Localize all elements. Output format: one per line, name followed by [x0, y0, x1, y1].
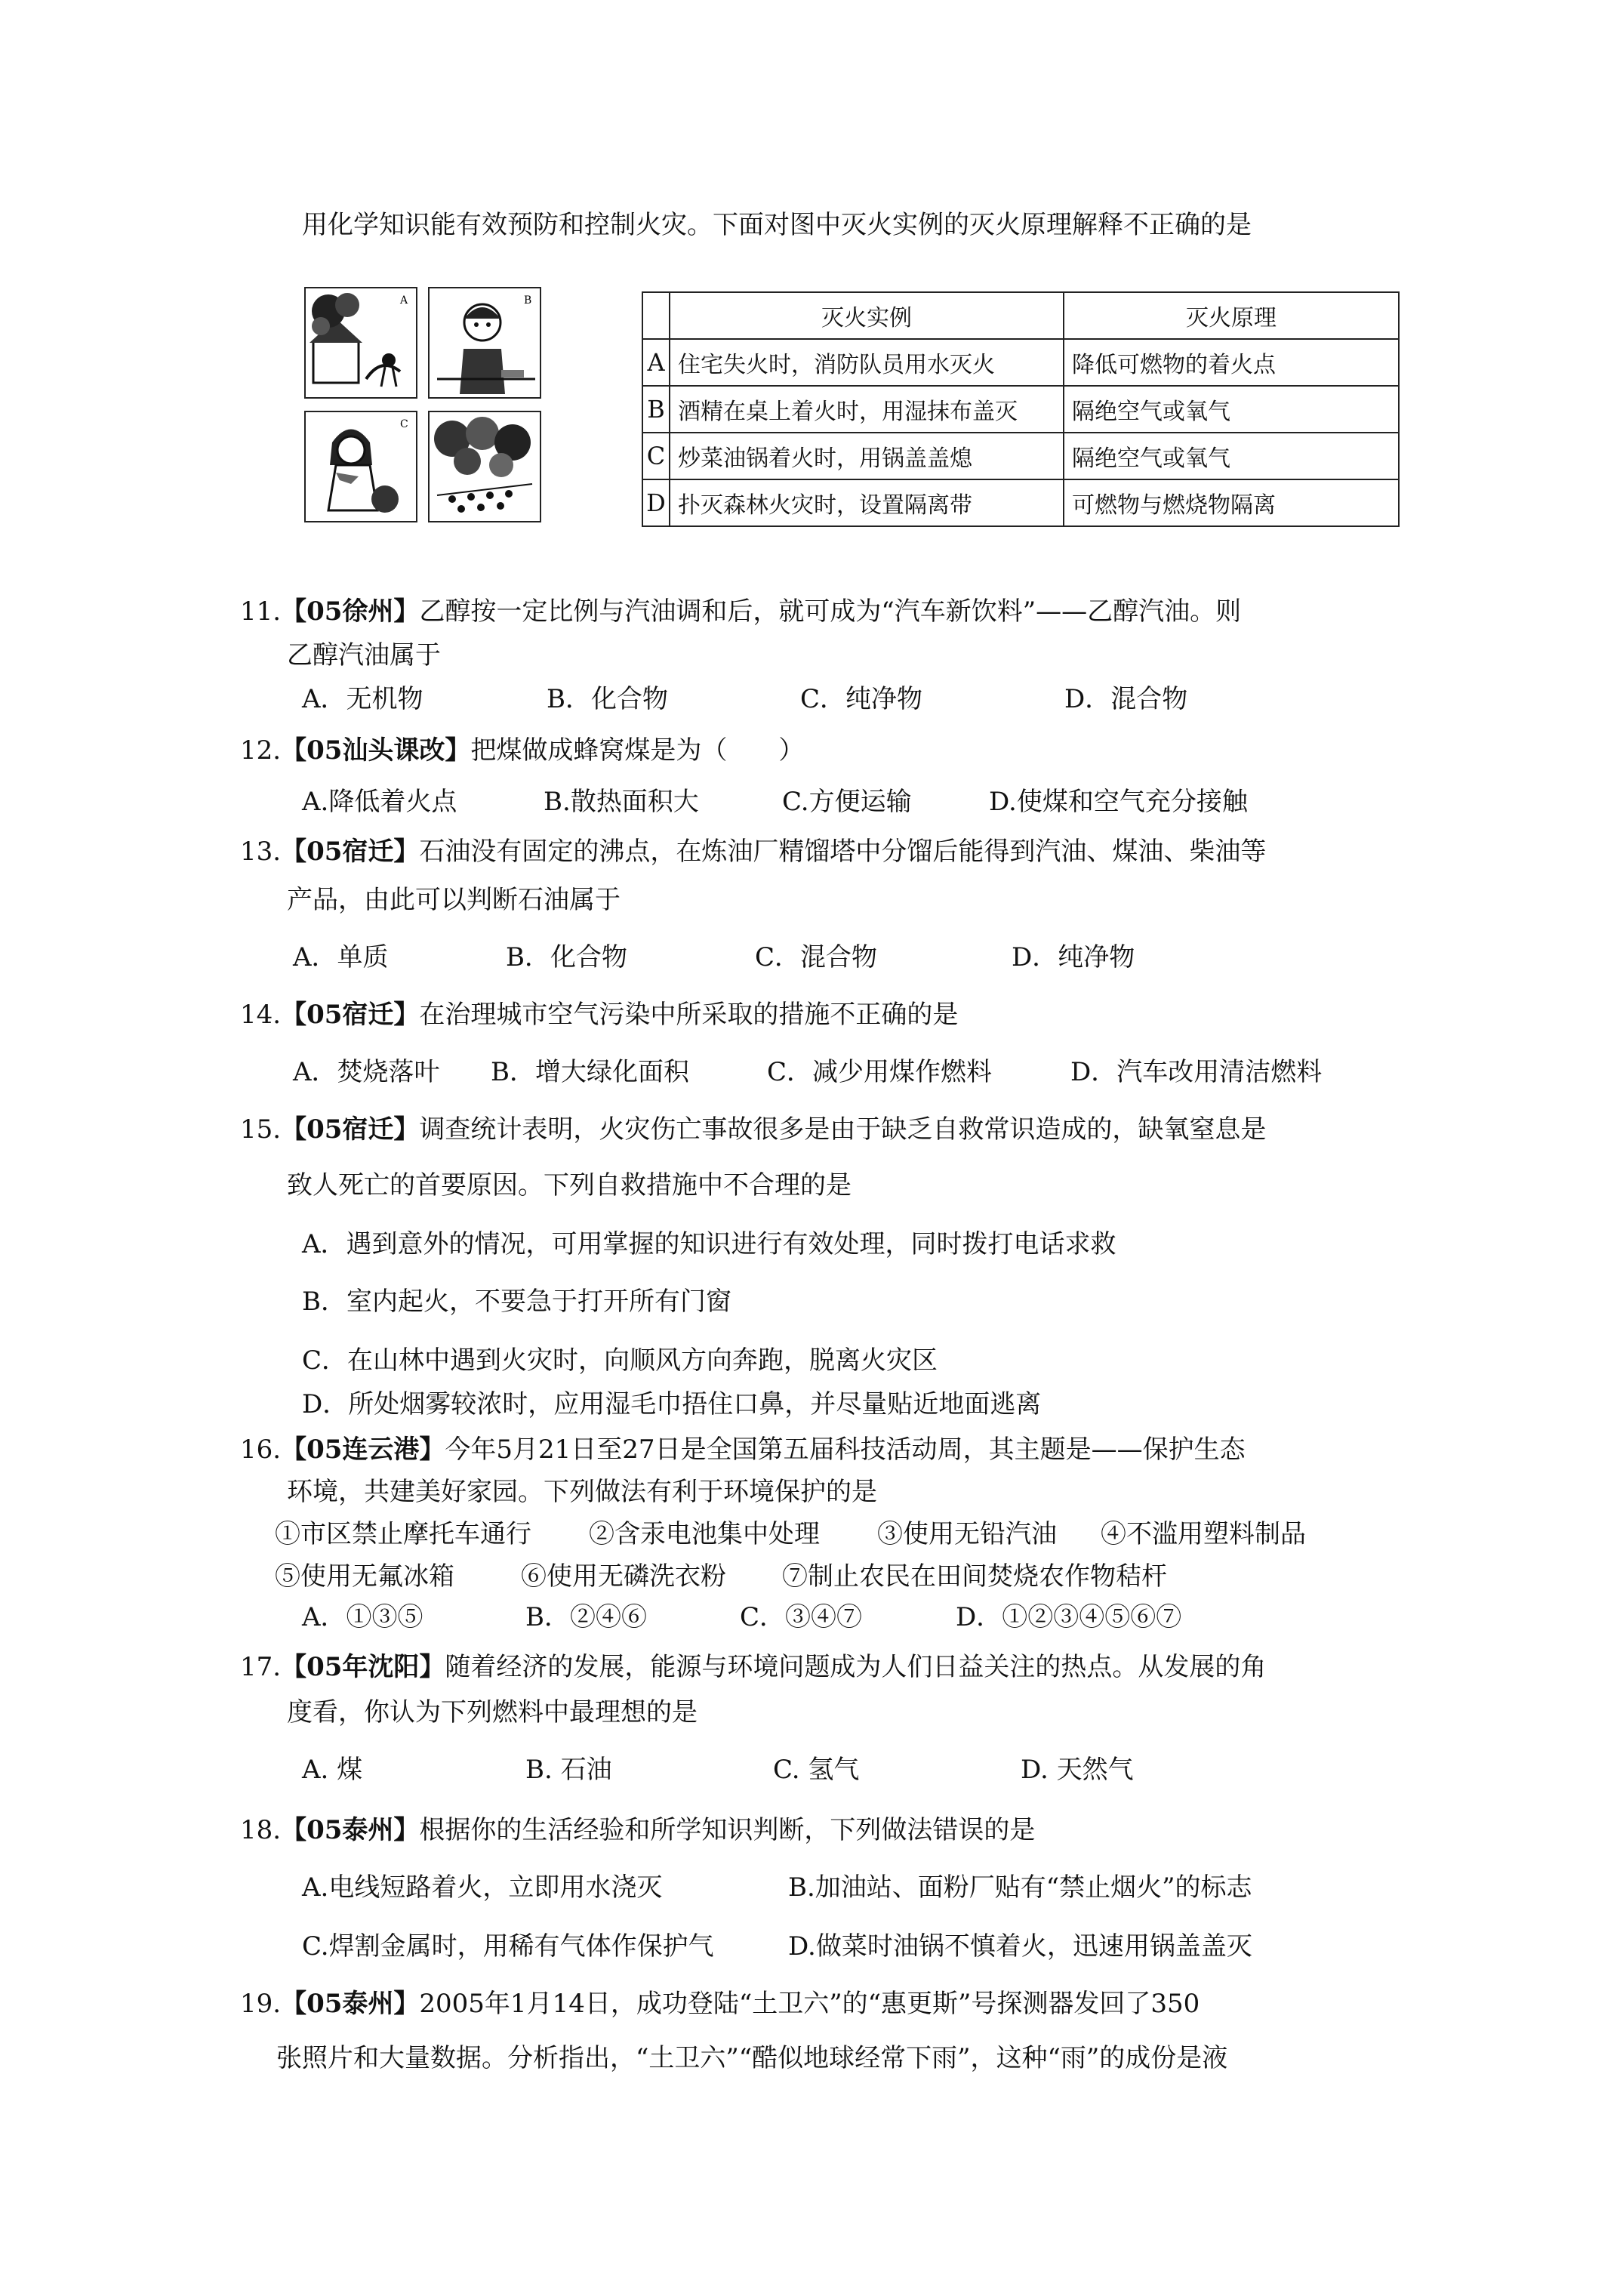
- q16-option-a: A．①③⑤: [302, 1602, 423, 1632]
- illustration-c-label: C: [400, 418, 408, 430]
- table-header-example: 灭火实例: [670, 292, 1064, 339]
- question-source: 【05汕头课改】: [281, 735, 471, 766]
- row-example: 炒菜油锅着火时，用锅盖盖熄: [670, 433, 1064, 479]
- fire-principle-table: [642, 291, 1400, 527]
- question-15: [240, 1113, 1266, 1146]
- q16-option-d: D．①②③④⑤⑥⑦: [956, 1602, 1182, 1632]
- question-text: 调查统计表明，火灾伤亡事故很多是由于缺乏自救常识造成的，缺氧窒息是: [419, 1114, 1267, 1145]
- question-source: 【05宿迁】: [281, 1114, 420, 1145]
- question-number: 19.: [240, 1989, 282, 2019]
- question-number: 12.: [240, 735, 282, 766]
- q18-option-a: A.电线短路着火，立即用水浇灭: [302, 1872, 663, 1903]
- q15-option-b: B．室内起火，不要急于打开所有门窗: [302, 1287, 731, 1317]
- q13-option-d: D．纯净物: [1012, 942, 1135, 972]
- row-key: A: [642, 339, 670, 386]
- fire-illustrations: [304, 287, 543, 521]
- question-15-cont: 致人死亡的首要原因。下列自救措施中不合理的是: [287, 1170, 852, 1200]
- q17-option-a: A. 煤: [302, 1755, 363, 1785]
- q12-option-a: A.降低着火点: [302, 787, 457, 817]
- q16-option-b: B．②④⑥: [525, 1602, 647, 1632]
- q15-option-c: C．在山林中遇到火灾时，向顺风方向奔跑，脱离火灾区: [302, 1345, 938, 1376]
- question-text: 乙醇按一定比例与汽油调和后，就可成为“汽车新饮料”——乙醇汽油。则: [419, 596, 1242, 627]
- question-text: 在治理城市空气污染中所采取的措施不正确的是: [419, 1000, 959, 1030]
- question-source: 【05徐州】: [281, 596, 420, 627]
- q16-item-7: ⑦制止农民在田间焚烧农作物秸杆: [782, 1561, 1167, 1592]
- row-key: B: [642, 386, 670, 433]
- question-number: 16.: [240, 1435, 282, 1465]
- q16-item-1: ①市区禁止摩托车通行: [275, 1519, 531, 1549]
- q13-option-b: B．化合物: [506, 942, 627, 972]
- question-source: 【05泰州】: [281, 1815, 420, 1845]
- question-text: 随着经济的发展，能源与环境问题成为人们日益关注的热点。从发展的角: [445, 1652, 1267, 1682]
- q18-option-b: B.加油站、面粉厂贴有“禁止烟火”的标志: [788, 1872, 1252, 1903]
- question-text: 把煤做成蜂窝煤是为（ ）: [470, 735, 805, 766]
- question-text: 根据你的生活经验和所学知识判断，下列做法错误的是: [419, 1815, 1036, 1845]
- row-key: D: [642, 479, 670, 526]
- row-principle: 隔绝空气或氧气: [1064, 433, 1399, 479]
- question-19: [240, 1987, 1200, 2020]
- q17-option-c: C. 氢气: [773, 1755, 860, 1785]
- question-18: [240, 1814, 1035, 1847]
- question-19-cont: 张照片和大量数据。分析指出，“土卫六”“酷似地球经常下雨”，这种“雨”的成份是液: [276, 2043, 1228, 2073]
- question-11: [240, 595, 1241, 628]
- question-12: [240, 734, 804, 767]
- question-16: [240, 1433, 1246, 1466]
- illustration-c: [304, 411, 417, 522]
- row-example: 住宅失火时，消防队员用水灭火: [670, 339, 1064, 386]
- q15-option-d: D．所处烟雾较浓时，应用湿毛巾捂住口鼻，并尽量贴近地面逃离: [302, 1389, 1042, 1419]
- q18-option-c: C.焊割金属时，用稀有气体作保护气: [302, 1931, 714, 1962]
- question-number: 11.: [240, 596, 282, 627]
- q16-option-c: C．③④⑦: [740, 1602, 863, 1632]
- row-example: 扑灭森林火灾时，设置隔离带: [670, 479, 1064, 526]
- q14-option-b: B．增大绿化面积: [491, 1057, 689, 1087]
- question-text: 2005年1月14日，成功登陆“土卫六”的“惠更斯”号探测器发回了350: [419, 1989, 1200, 2019]
- row-example: 酒精在桌上着火时，用湿抹布盖灭: [670, 386, 1064, 433]
- question-source: 【05泰州】: [281, 1989, 420, 2019]
- question-source: 【05宿迁】: [281, 837, 420, 867]
- q18-option-d: D.做菜时油锅不慎着火，迅速用锅盖盖灭: [788, 1931, 1252, 1962]
- q14-option-d: D．汽车改用清洁燃料: [1070, 1057, 1323, 1087]
- q16-item-5: ⑤使用无氟冰箱: [275, 1561, 454, 1592]
- q12-option-b: B.散热面积大: [544, 787, 699, 817]
- q11-option-b: B．化合物: [547, 684, 668, 714]
- table-row: [642, 433, 1399, 479]
- illustration-b-label: B: [524, 294, 532, 307]
- question-source: 【05连云港】: [281, 1435, 445, 1465]
- question-source: 【05宿迁】: [281, 1000, 420, 1030]
- table-row: [642, 339, 1399, 386]
- q17-option-b: B. 石油: [525, 1755, 612, 1785]
- question-13: [240, 835, 1266, 868]
- q15-option-a: A．遇到意外的情况，可用掌握的知识进行有效处理，同时拨打电话求救: [302, 1229, 1116, 1259]
- illustration-a: [304, 287, 417, 399]
- q12-option-d: D.使煤和空气充分接触: [989, 787, 1248, 817]
- question-number: 15.: [240, 1114, 282, 1145]
- q11-option-d: D．混合物: [1064, 684, 1188, 714]
- q14-option-a: A．焚烧落叶: [293, 1057, 440, 1087]
- question-number: 13.: [240, 837, 282, 867]
- question-13-cont: 产品，由此可以判断石油属于: [287, 885, 621, 915]
- table-row: [642, 479, 1399, 526]
- question-14: [240, 998, 958, 1031]
- illustration-d-label: D: [524, 418, 533, 430]
- q16-item-3: ③使用无铅汽油: [877, 1519, 1057, 1549]
- row-key: C: [642, 433, 670, 479]
- q17-option-d: D. 天然气: [1021, 1755, 1134, 1785]
- illustration-d: [428, 411, 541, 522]
- row-principle: 隔绝空气或氧气: [1064, 386, 1399, 433]
- table-header-row: [642, 292, 1399, 339]
- question-text: 石油没有固定的沸点，在炼油厂精馏塔中分馏后能得到汽油、煤油、柴油等: [419, 837, 1267, 867]
- q13-option-a: A．单质: [293, 942, 389, 972]
- question-number: 18.: [240, 1815, 282, 1845]
- intro-question: 用化学知识能有效预防和控制火灾。下面对图中灭火实例的灭火原理解释不正确的是: [302, 210, 1252, 240]
- q16-item-2: ②含汞电池集中处理: [589, 1519, 820, 1549]
- question-number: 14.: [240, 1000, 282, 1030]
- q13-option-c: C．混合物: [755, 942, 878, 972]
- question-text: 今年5月21日至27日是全国第五届科技活动周，其主题是——保护生态: [445, 1435, 1246, 1465]
- q14-option-c: C．减少用煤作燃料: [767, 1057, 993, 1087]
- table-header-key: [642, 292, 670, 339]
- illustration-b: [428, 287, 541, 399]
- q12-option-c: C.方便运输: [782, 787, 912, 817]
- q16-item-6: ⑥使用无磷洗衣粉: [521, 1561, 726, 1592]
- q11-option-a: A．无机物: [302, 684, 423, 714]
- q11-option-c: C．纯净物: [800, 684, 923, 714]
- q16-item-4: ④不滥用塑料制品: [1101, 1519, 1306, 1549]
- question-11-cont: 乙醇汽油属于: [287, 640, 441, 670]
- row-principle: 降低可燃物的着火点: [1064, 339, 1399, 386]
- question-16-cont: 环境，共建美好家园。下列做法有利于环境保护的是: [287, 1477, 877, 1507]
- question-number: 17.: [240, 1652, 282, 1682]
- illustration-a-label: A: [400, 294, 408, 307]
- table-header-principle: 灭火原理: [1064, 292, 1399, 339]
- question-17: [240, 1650, 1266, 1684]
- row-principle: 可燃物与燃烧物隔离: [1064, 479, 1399, 526]
- question-17-cont: 度看，你认为下列燃料中最理想的是: [287, 1697, 698, 1727]
- table-row: [642, 386, 1399, 433]
- question-source: 【05年沈阳】: [281, 1652, 445, 1682]
